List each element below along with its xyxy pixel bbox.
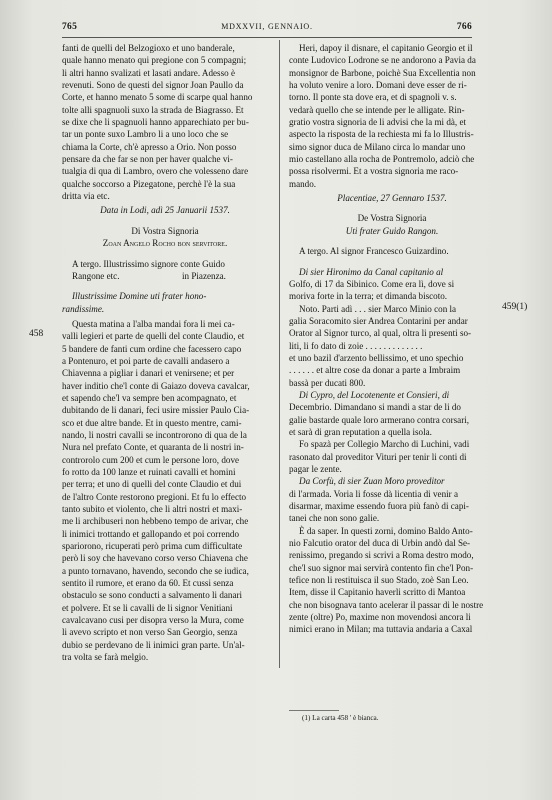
address-place: in Piazenza. [182,270,226,281]
text-line: bassà per ducati 800. [289,377,366,388]
text-line: tar un ponte suxo Lambro li a uno loco che se [62,129,229,140]
text-line: disarmar, maxime essendo fuora più fanò di capi- [289,501,469,512]
letter-body-2 [62,318,268,664]
page-number-right: 766 [456,22,472,32]
text-line: ha voluto venire a loro. Domani deve esser de ri- [289,80,467,91]
text-line: Chiavenna a pigliar i danari et venirsene; et per [62,368,235,379]
letter-body-3 [289,42,495,190]
signature-line: De Vostra Signoria [357,213,427,224]
text-line: però li soy che havevano corso verso Chiavena che [62,553,248,564]
letter-body-1 [62,42,268,202]
salutation: randissime. [62,303,105,314]
text-line: dritta via etc. [62,191,110,202]
text-line: Orator al Signor turco, al qual, oltra li presenti so- [289,328,472,339]
text-line: Noto. Parti adì . . . sier Marco Minio con la [299,303,457,314]
text-line: dubio se perdevano de li inimici gran parte. Un'al- [62,639,245,650]
salutation: Illustrissime Domine uti frater hono- [72,291,207,302]
text-line: controrolo cum 200 et cum le persone loro, dove [62,454,240,465]
text-line: fanti de quelli del Belzogioxo et uno banderale, [62,43,235,53]
text-line: vedarà quello che se intende per le alligate. Rin- [289,104,465,115]
text-line: rasonato dal proveditor Vituri per tenir li conti di [289,451,467,462]
text-line: et sapendo che'l va sempre ben acompagnato, et [62,392,237,403]
text-line: Da Corfù, di sier Zuan Moro proveditor [299,476,445,487]
margin-note-right: 459(1) [502,302,528,312]
letter-date: Data in Lodi, adì 25 Januarii 1537. [100,205,230,216]
margin-note-left: 458 [29,329,44,339]
text-line: che non bisognava tanto acelerar il passar di le nostre [289,599,484,610]
text-line: nando, li nostri cavalli se incontrorono di qua de la [62,429,247,440]
text-line: che'l suo signor mai servirà contento fin che'l Pon- [289,562,474,573]
text-line: di l'armada. Voria li fosse dà licentia di venir a [289,488,458,499]
text-line: tanto subito et violento, che li altri nostri et maxi- [62,504,243,515]
footnote: (1) La carta 458 ' è bianca. [302,714,379,722]
running-title: MDXXVII, GENNAIO. [221,22,313,31]
text-line: mando. [289,178,317,189]
address-text: A tergo. Illustrissimo signore conte Guido [72,258,225,269]
text-line: li altri hanno svalizati et lasati andare. Adesso è [62,67,235,78]
text-line: galia Soracomito sier Andrea Contarini per andar [289,315,468,326]
text-line: zente (oltre) Po, maxime non movendosi ancora li [289,612,471,623]
text-line: Corte, et hanno menato 5 some di scarpe qual hanno [62,92,253,103]
text-line: Nura nel prefato Conte, et quaranta de li nostri in- [62,442,244,453]
text-line: Item, disse il Capitanio haverli scritto di Mantoa [289,587,466,598]
text-line: chiama la Corte, ch'è apresso a Orio. Non posso [62,141,237,152]
text-line: possa risolvermi. Et a vostra signoria me raco- [289,166,459,177]
column-divider [279,40,280,668]
text-line: aspecto la risposta de la rechiesta mi fa lo Illustris- [289,129,474,140]
letter-date: Placentiae, 27 Gennaro 1537. [337,193,447,204]
text-line: torno. Il ponte sta dove era, et di spagnoli v. s. [289,92,457,103]
text-line: gratio vostra signoria de li advisi che la mi dà, et [289,117,467,128]
text-line: tra volta se farà melgio. [62,652,149,663]
text-line: renissimo, pregando si scrivi a Roma destro modo, [289,550,474,561]
text-line: haver inditio che'l conte di Gaiazo doveva cavalcar, [62,380,250,391]
text-line: revenuti. Sono de questi del signor Joan Paullo da [62,80,244,91]
text-line: Di Cypro, del Locotenente et Consieri, di [299,389,450,400]
text-line: Questa matina a l'alba mandai fora li mei ca- [72,318,235,329]
signature-line: Di Vostra Signoria [131,225,199,236]
text-line: de l'altro Conte restorono pregioni. Et fu lo effecto [62,491,247,502]
text-line: quale hanno menato qui pregione con 5 compagni; [62,55,247,66]
right-column [289,42,495,636]
text-line: a punto tornavano, havendo, secondo che se iudica, [62,565,249,576]
text-line: sco et due altre bande. Et in questo mentre, cami- [62,417,242,428]
text-line: pagar le zente. [289,464,342,474]
page-header [62,22,472,36]
text-line: qualche soccorso a Pizegatone, perchè l'è la sua [62,178,236,189]
address-line [62,270,268,282]
text-line: fo rotto da 100 lanze et ruinati cavalli et homini [62,467,236,477]
text-line: li avevo scripto et non verso San Georgio, senza [62,627,238,638]
text-line: tanei che non sono galie. [289,513,380,524]
text-line: se dixe che li spagnuoli hanno apparechiato per bu- [62,117,249,128]
text-line: li inimici trottando et gallopando et poi correndo [62,528,240,539]
text-line: tefice non li restituisca il suo Stado, zoè San Leo. [289,575,469,586]
text-line: Golfo, di 17 da Sibinico. Come era lì, dove si [289,278,455,289]
text-line: moriva forte in la terra; et dimanda biscoto. [289,291,448,302]
text-line: simo signor duca de Milano circa lo mandar uno [289,141,466,152]
signature-name: Uti frater Guido Rangon. [345,225,439,236]
text-line: tolte alli spagnuoli suxo la strada de Biagrasso. Et [62,104,244,115]
text-line: nio Falcutio orator del duca di Urbin andò dal Se- [289,538,471,549]
text-line: dubitando de li danari, feci usire missier Paulo Cia- [62,405,250,416]
text-line: cavalcavano cusi per disopra verso la Mura, come [62,615,244,626]
text-line: valli legieri et parte de quelli del conte Claudio, et [62,331,245,342]
text-line: tualgia di qua di Lambro, overo che volesseno dare [62,166,249,177]
text-line: monsignor de Barbone, poichè Sua Excellentia non [289,67,476,78]
text-line: per terra; et uno di quelli del conte Claudio et dui [62,479,242,490]
signature-name: Zoan Angelo Rocho bon servitore. [102,238,228,249]
text-line: me li archibuseri non hebbeno tempo de arivar, che [62,516,249,527]
text-line: nimici erano in Milan; ma tuttavia andaria a Caxal [289,624,473,635]
page-number-left: 765 [62,22,78,32]
address-line: A tergo. Al signor Francesco Guizardino. [299,246,449,257]
text-line: et polvere. Et se li cavalli de li signor Venitiani [62,602,233,613]
text-line: Fo spazà per Collegio Marcho di Luchini, vadi [299,439,470,450]
text-line: Decembrio. Dimandano si mandi a star de li do [289,402,461,413]
text-line: galie bastarde quale loro armerano contra corsari, [289,414,470,425]
text-line: Heri, dapoy il disnare, el capitanio Georgio et il [299,43,473,53]
text-line: et sarà di gran reputation a quella isola. [289,426,432,437]
text-line: obstaculo se sono conducti a salvamento li danari [62,590,243,601]
text-line: liti, li fo dato di zoie . . . . . . . . . . . . . [289,340,423,351]
address-text: Rangone etc. [72,270,120,281]
text-line: a Pontenuro, et poi parte de cavalli andasero a [62,355,230,366]
left-column [62,42,268,664]
text-line: conte Ludovico Lodrone se ne andorono a Pavia da [289,55,476,66]
text-line: . . . . . . et altre cose da donar a parte a Imbraim [289,365,461,376]
footnote-rule [289,710,339,711]
text-line: pensare da che far se non per haver qualche vi- [62,154,233,165]
text-line: et uno bazil d'arzento bellissimo, et uno spechio [289,352,464,363]
address-line [62,258,268,270]
text-line: Di sier Hironimo da Canal capitanio al [299,266,444,277]
text-line: 5 bandere de fanti cum ordine che facessero capo [62,343,242,354]
text-line: È da saper. In questi zorni, domino Baldo Anto- [299,525,473,536]
text-line: spariorono, ricuperati però prima cum difficultate [62,541,243,552]
news-entries [289,266,495,636]
header-rule [62,37,472,38]
text-line: mio castellano alla rocha de Pontremolo, adciò che [289,154,475,165]
text-line: sentito il rumore, et erano da 60. Et cussi senza [62,578,234,589]
